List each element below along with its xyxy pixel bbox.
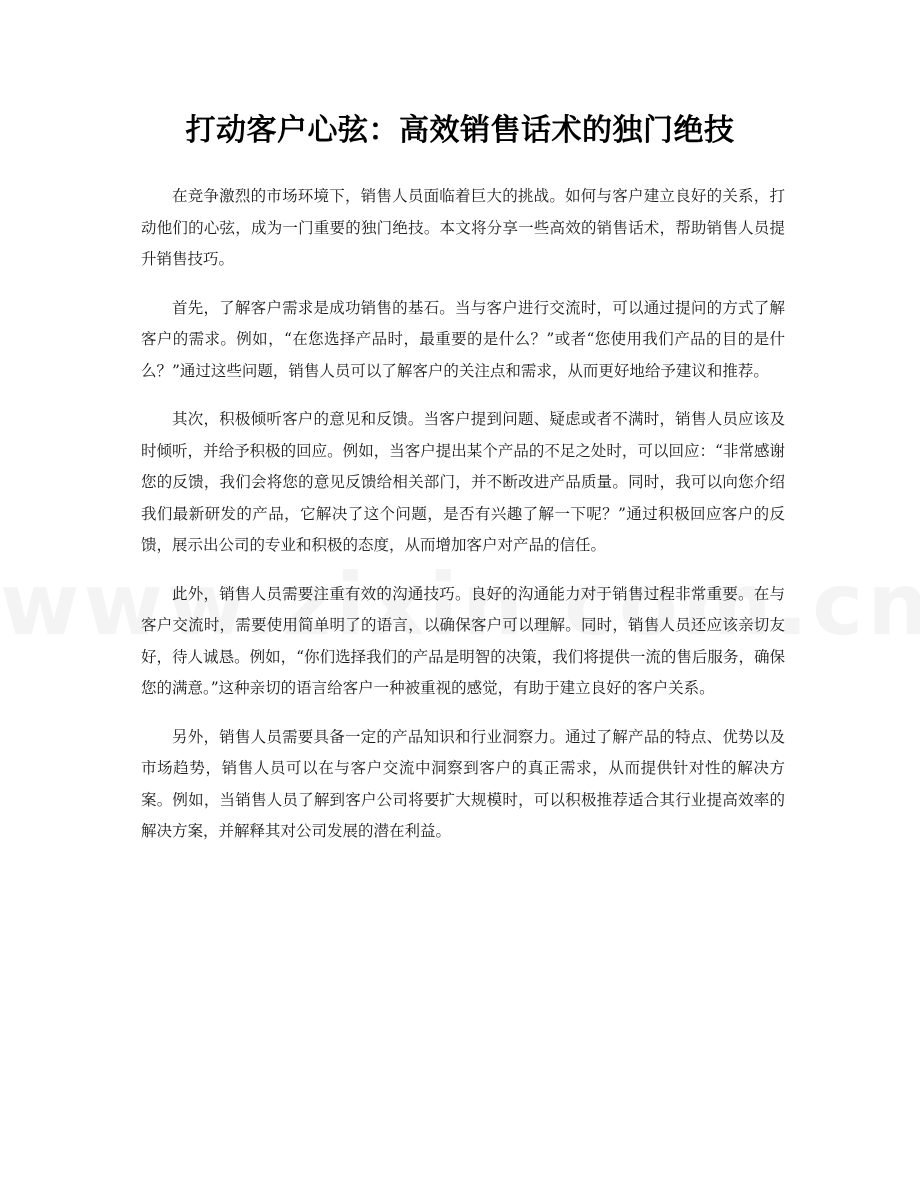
paragraph-active-listening: 其次，积极倾听客户的意见和反馈。当客户提到问题、疑虑或者不满时，销售人员应该及时倾听，并给予积极的回应。例如，当客户提出某个产品的不足之处时，可以回应：“非常感谢您的反馈，我们会将您的意见反馈给相关部门，并不断改进产品质量。同时，我可以向您介绍我们最新研发的产品，它解决了这个问题，是否有兴趣了解一下呢？”通过积极回应客户的反馈，展示出公司的专业和积极的态度，从而增加客户对产品的信任。 — [141, 410, 785, 554]
paragraph-customer-needs: 首先，了解客户需求是成功销售的基石。当与客户进行交流时，可以通过提问的方式了解客户的需求。例如，“在您选择产品时，最重要的是什么？”或者“您使用我们产品的目的是什么？”通过这些问题，销售人员可以了解客户的关注点和需求，从而更好地给予建议和推荐。 — [141, 298, 785, 380]
document-title: 打动客户心弦：高效销售话术的独门绝技 — [185, 113, 735, 148]
paragraph-product-knowledge: 另外，销售人员需要具备一定的产品知识和行业洞察力。通过了解产品的特点、优势以及市场趋势，销售人员可以在与客户交流中洞察到客户的真正需求，从而提供针对性的解决方案。例如，当销售人员了解到客户公司将要扩大规模时，可以积极推荐适合其行业提高效率的解决方案，并解释其对公司发展的潜在利益。 — [141, 727, 785, 840]
paragraph-intro: 在竞争激烈的市场环境下，销售人员面临着巨大的挑战。如何与客户建立良好的关系，打动他们的心弦，成为一门重要的独门绝技。本文将分享一些高效的销售话术，帮助销售人员提升销售技巧。 — [141, 187, 785, 268]
paragraph-communication: 此外，销售人员需要注重有效的沟通技巧。良好的沟通能力对于销售过程非常重要。在与客户交流时，需要使用简单明了的语言，以确保客户可以理解。同时，销售人员还应该亲切友好，待人诚恳。例如，“你们选择我们的产品是明智的决策，我们将提供一流的售后服务，确保您的满意。”这种亲切的语言给客户一种被重视的感觉，有助于建立良好的客户关系。 — [141, 584, 785, 697]
document-body — [141, 181, 785, 865]
